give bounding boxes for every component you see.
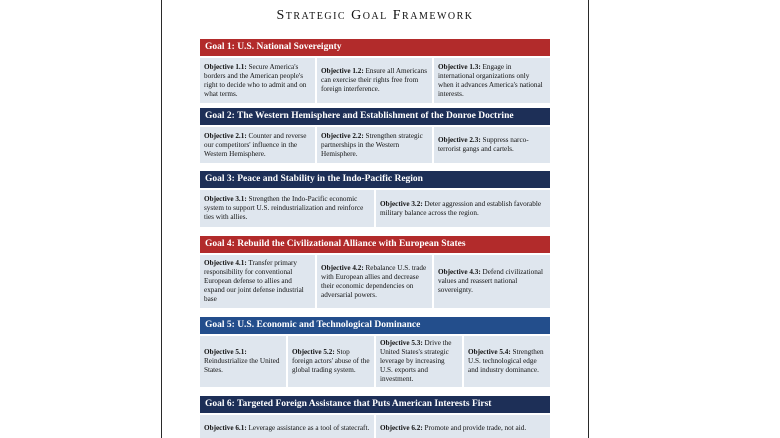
objective-label: Objective 2.1: xyxy=(204,131,247,140)
objective-6-2 xyxy=(376,415,550,438)
goal-4-header: Goal 4: Rebuild the Civilizational Alliance with European States xyxy=(200,236,550,253)
goal-4-section xyxy=(200,236,550,308)
objective-text: Deter aggression and establish favorable military balance across the region. xyxy=(380,199,542,217)
page-title: Strategic Goal Framework xyxy=(276,8,474,23)
goal-2-section xyxy=(200,108,550,163)
objective-2-1 xyxy=(200,127,315,163)
objective-1-2 xyxy=(317,58,432,103)
objective-text: Strengthen the Indo-Pacific economic system to support U.S. reindustrialization and reinforce ties with allies. xyxy=(204,195,364,221)
goal-5-section xyxy=(200,317,550,387)
objective-2-3 xyxy=(434,127,550,163)
objective-4-2 xyxy=(317,255,432,308)
objective-text: Transfer primary responsibility for conventional European defense to allies and expand our joint defense industrial base xyxy=(204,259,304,303)
objective-label: Objective 5.2: xyxy=(292,348,335,356)
goal-5-header: Goal 5: U.S. Economic and Technological Dominance xyxy=(200,317,550,334)
objective-3-1 xyxy=(200,190,374,227)
objective-text: Promote and provide trade, not aid. xyxy=(424,423,527,432)
objective-text: Reindustrialize the United States. xyxy=(204,357,280,374)
goal-1-header: Goal 1: U.S. National Sovereignty xyxy=(200,39,550,56)
objective-5-3 xyxy=(376,336,462,387)
objective-text: Drive the United States's strategic leverage by increasing U.S. exports and investment. xyxy=(380,339,452,383)
goal-3-header: Goal 3: Peace and Stability in the Indo-Pacific Region xyxy=(200,171,550,188)
objective-text: Secure America's borders and the American people's right to decide who to admit and on what terms. xyxy=(204,62,307,98)
objective-text: Leverage assistance as a tool of statecraft. xyxy=(248,423,370,432)
objective-label: Objective 2.2: xyxy=(321,131,364,140)
objective-text: Strengthen strategic partnerships in the Western Hemisphere. xyxy=(321,131,423,158)
objective-label: Objective 4.3: xyxy=(438,268,481,276)
objective-text: Counter and reverse our competitors' influence in the Western Hemisphere. xyxy=(204,131,307,158)
objective-label: Objective 1.2: xyxy=(321,67,364,75)
objective-text: Rebalance U.S. trade with European allies and decrease their economic dependencies on adversarial powers. xyxy=(321,263,427,299)
objective-label: Objective 5.1: xyxy=(204,348,247,356)
objective-6-1 xyxy=(200,415,374,438)
goal-6-section xyxy=(200,396,550,438)
objective-text: Suppress narco-terrorist gangs and cartels. xyxy=(438,136,529,153)
objective-5-1 xyxy=(200,336,286,387)
objective-label: Objective 6.1: xyxy=(204,423,247,432)
objective-text: Stop foreign actors' abuse of the global trading system. xyxy=(292,348,370,374)
objective-label: Objective 6.2: xyxy=(380,423,423,432)
document-page xyxy=(161,0,589,438)
objective-5-2 xyxy=(288,336,374,387)
objective-label: Objective 4.1: xyxy=(204,259,247,267)
objective-4-3 xyxy=(434,255,550,308)
objective-label: Objective 3.1: xyxy=(204,195,247,203)
objective-text: Ensure all Americans can exercise their rights free from foreign interference. xyxy=(321,67,427,93)
goal-1-section xyxy=(200,39,550,103)
objective-3-2 xyxy=(376,190,550,227)
objective-text: Engage in international organizations only when it advances America's national interests. xyxy=(438,62,543,98)
goal-3-section xyxy=(200,171,550,227)
objective-label: Objective 1.3: xyxy=(438,62,481,71)
objective-label: Objective 5.3: xyxy=(380,339,423,347)
objective-1-1 xyxy=(200,58,315,103)
objective-text: Strengthen U.S. technological edge and industry dominance. xyxy=(468,348,544,374)
objective-label: Objective 3.2: xyxy=(380,199,423,208)
objective-label: Objective 5.4: xyxy=(468,348,511,356)
goal-2-header: Goal 2: The Western Hemisphere and Establishment of the Donroe Doctrine xyxy=(200,108,550,125)
objective-label: Objective 1.1: xyxy=(204,62,247,71)
objective-4-1 xyxy=(200,255,315,308)
goal-6-header: Goal 6: Targeted Foreign Assistance that Puts American Interests First xyxy=(200,396,550,413)
objective-text: Defend civilizational values and reassert national sovereignty. xyxy=(438,268,543,294)
objective-label: Objective 2.3: xyxy=(438,136,481,144)
objective-5-4 xyxy=(464,336,550,387)
objective-label: Objective 4.2: xyxy=(321,263,364,272)
objective-1-3 xyxy=(434,58,550,103)
objective-2-2 xyxy=(317,127,432,163)
